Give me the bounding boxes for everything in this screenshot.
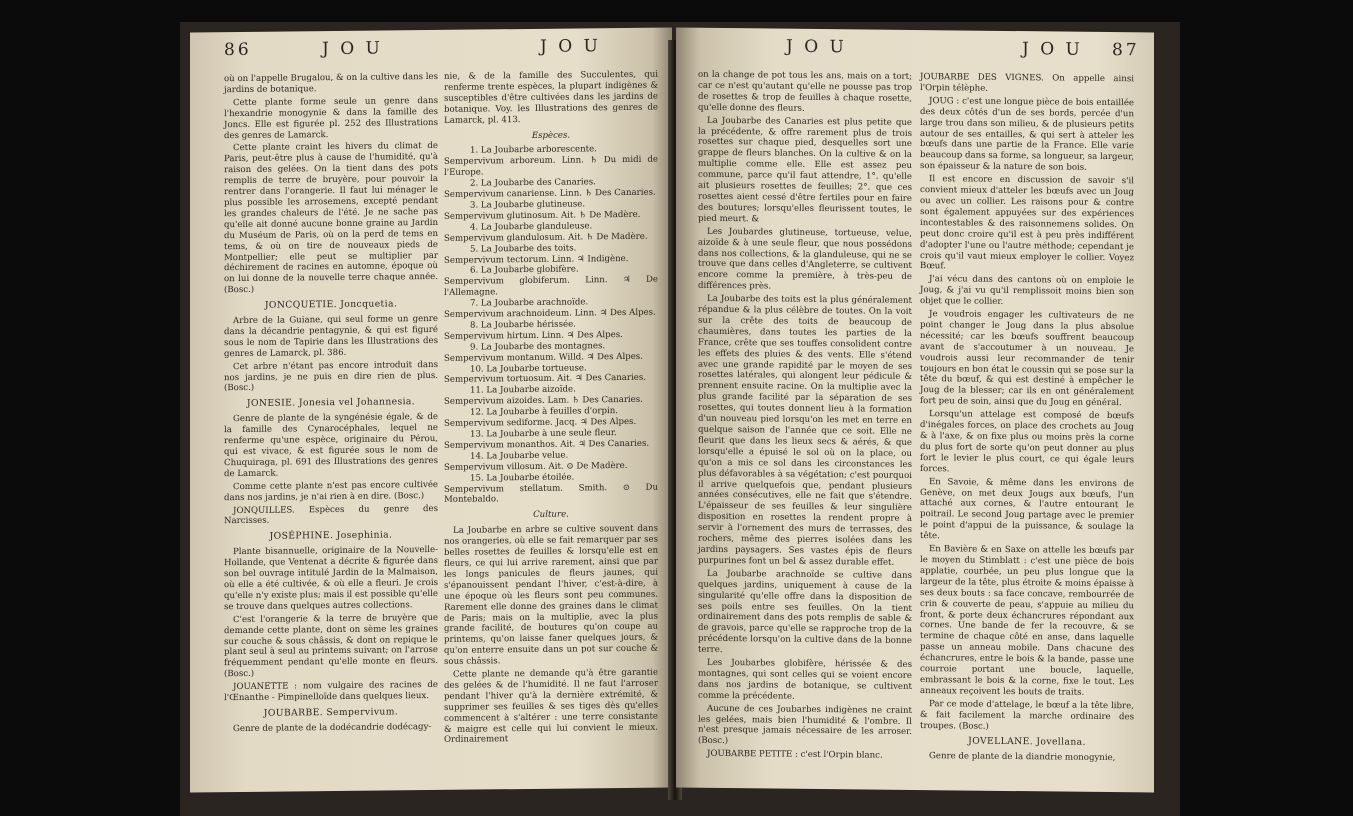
- right-page: [676, 27, 1154, 792]
- paragraph: Lorsqu'un attelage est composé de bœufs d'inégales forces, on place des crochets au Joug & à l'axe, & on fixe plus ou moins près la corne du plus fort de sorte qu'on peut donner au plus fort le levier le plus court, ce qui égale leurs forces.: [920, 409, 1134, 475]
- paragraph: Par ce mode d'attelage, le bœuf a la tête libre, & fait facilement la marche ordinaire des troupes. (Bosc.): [920, 698, 1134, 732]
- paragraph: on la change de pot tous les ans, mais on a tort; car ce n'est qu'autant qu'elle ne pousse pas trop de rosettes & trop de feuilles à chaque rosette, qu'elle donne des fleurs.: [698, 69, 912, 114]
- paragraph: Aucune de ces Joubarbes indigènes ne craint les gelées, mais bien l'humidité & l'ombre. Il n'est presque jamais nécessaire de les arroser. (Bosc.): [698, 703, 912, 747]
- species-latin: Sempervivum monanthos. Ait. ♃ Des Canaries.: [444, 438, 650, 451]
- species-latin: Sempervivum arboreum. Linn. ♄ Du midi de l'Europe.: [444, 154, 658, 179]
- species-name: 8. La Joubarbe hérissée.: [470, 319, 576, 331]
- species-latin: Sempervivum montanum. Willd. ♃ Des Alpes.: [444, 351, 643, 364]
- paragraph: Comme cette plante n'est pas encore cultivée dans nos jardins, je n'ai rien à en dire. (Bosc.): [224, 479, 438, 503]
- paragraph: Plante bisannuelle, originaire de la Nouvelle-Hollande, que Ventenat a décrite & figurée dans son bel ouvrage intitulé Jardin de la Malmaison, où elle a été cultivée, & où elle a fleuri. Je crois qu'elle n'y existe plus; mais il est possible qu'elle se trouve dans quelques autres collections.: [224, 545, 438, 612]
- page-number-left: 86: [224, 39, 252, 61]
- paragraph: JOUG : c'est une longue pièce de bois entaillée des deux côtés d'un de ses bords, percée d'un large trou dans son milieu, & de plusieurs petits autour de ses entailles, & qui sert à atteler les bœufs dans une partie de la France. Elle varie beaucoup dans sa forme, sa longueur, sa largeur, son épaisseur & la nature de son bois.: [920, 95, 1134, 174]
- species-latin: Sempervivum aizoides. Lam. ♄ Des Canaries.: [444, 395, 643, 408]
- species-name: 14. La Joubarbe velue.: [470, 450, 569, 462]
- entry-heading: JONESIE. Jonesia vel Johannesia.: [246, 396, 416, 410]
- species-latin: Sempervivum glutinosum. Ait. ♄ De Madère.: [444, 209, 641, 222]
- paragraph: La Joubarbe des toits est la plus généralement répandue & la plus célèbre de toutes. On la voit sur la crête des toits de beaucoup de chaumières, dans toutes les parties de la France, crête que ses touffes consolident contre les effets des pluies & des vents. Elle s'étend avec une grande rapidité par le moyen de ses rosettes latérales, qui alongent leur pédicule & prennent ensuite racine. On la multiplie avec la plus grande facilité par la séparation de ses rosettes, qui toutes donnent lieu à la formation d'un nouveau pied lorsqu'on les met en terre en quelque saison de l'année que ce soit. Elle ne fleurit que dans les lieux secs & aérés, & que lorsqu'elle a épuisé le sol où on la place, ou qu'on a mis ce sol dans les circonstances les plus défavorables à sa végétation; c'est pourquoi il arrive quelquefois que, pendant plusieurs années consécutives, elle ne fait que s'étendre. L'épaisseur de ses feuilles & leur singulière disposition en rosettes la rendent propre à servir à l'ornement des murs de terrasses, des rochers, même des pierres isolées dans les jardins paysagers. Ses vastes épis de fleurs purpurines font un bel & assez durable effet.: [698, 293, 912, 568]
- species-name: 6. La Joubarbe globifère.: [470, 264, 579, 276]
- paragraph: Genre de plante de la syngénésie égale, & de la famille des Cynarocéphales, lequel ne renferme qu'une espèce, originaire du Pérou, qui est vivace, & est figurée sous le nom de Chuquiraga, pl. 691 des Illustrations des genres de Lamarck.: [224, 412, 438, 479]
- species-latin: Sempervivum stellatum. Smith. ⊙ Du Montebaldo.: [444, 482, 658, 506]
- species-latin: Sempervivum canariense. Linn. ♄ Des Canaries.: [444, 187, 656, 200]
- species-latin: Sempervivum tortuosum. Ait. ♃ Des Canaries.: [444, 373, 647, 386]
- left-page-column-1: [224, 72, 438, 737]
- paragraph: Cette plante craint les hivers du climat de Paris, peut-être plus à cause de l'humidité, qu'à raison des gelées. On la tient dans des pots remplis de terre de bruyère, pour pouvoir la rentrer dans l'orangerie. Il faut lui ménager le plus possible les arrosemens, excepté pendant les grandes chaleurs de l'été. Je ne sache pas qu'elle ait donné aucune bonne graine au Jardin du Muséum de Paris, où on la perd de tems en tems, & où on tire de nouveaux pieds de Montpellier; elle peut se multiplier par déchirement de racines en automne, époque où on lui donne de la nouvelle terre chaque année. (Bosc.): [224, 141, 438, 296]
- paragraph: JOUBARBE PETITE : c'est l'Orpin blanc.: [707, 749, 883, 761]
- paragraph: JOUBARBE DES VIGNES. On appelle ainsi l'Orpin télèphe.: [920, 72, 1134, 94]
- entry-heading: JOUBARBE. Sempervivum.: [263, 706, 399, 719]
- paragraph: La Joubarbe en arbre se cultive souvent dans nos orangeries, où elle se fait remarquer par ses belles rosettes de feuilles & lorsqu'elle est en fleurs, ce qui lui arrive rarement, ainsi que par les longs panicules de fleurs jaunes, qui s'épanouissent pendant l'hiver, c'est-à-dire, à une époque où les fleurs sont peu communes. Rarement elle donne des graines dans le climat de Paris; mais on la multiplie, avec la plus grande facilité, de boutures qu'on coupe au printems, qu'on laisse faner quelques jours, & qu'on enterre ensuite dans un pot sur couche & sous châssis.: [444, 523, 658, 667]
- paragraph: JONQUILLES. Espèces du genre des Narcisses.: [224, 503, 438, 527]
- species-latin: Sempervivum tectorum. Linn. ♃ Indigène.: [444, 253, 629, 266]
- paragraph: Genre de plante de la dodécandrie dodécagy-: [233, 721, 432, 734]
- paragraph: où on l'appelle Brugalou, & on la cultive dans les jardins de botanique.: [224, 71, 438, 96]
- paragraph: En Bavière & en Saxe on attelle les bœufs par le moyen du Stimblatt : c'est une pièce de bois applatie, courbée, un peu plus longue que la largeur de la tête, plus étroite & moins épaisse à ses deux bouts : sa face concave, rembourrée de crin & couverte de peau, s'appuie au milieu du front, & porte deux échancrures répondant aux cornes. Une bande de fer la recouvre, & se termine de chaque côté en anse, dans laquelle passe un anneau mobile. Dans chacune des échancrures, entre le bois & la bande, passe une courroie portant une boucle, laquelle, embrassant le bois & la corne, fixe le tout. Les anneaux reçoivent les bouts de traits.: [920, 544, 1134, 698]
- paragraph: Je voudrois engager les cultivateurs de ne point changer le Joug dans la plus absolue nécessité; car les bœufs souffrent beaucoup avant de s'accoutumer à un nouveau. Je voudrois aussi leur recommander de tenir toujours en bon état le coussin qui se pose sur la tête du bœuf, & qui est destiné à empêcher le Joug de la blesser; car ils en ont généralement fort peu de soin, ainsi que du Joug en général.: [920, 309, 1134, 409]
- right-page-column-2: [920, 72, 1134, 767]
- species-name: 12. La Joubarbe à feuilles d'orpin.: [470, 406, 618, 418]
- species-name: 11. La Joubarbe aizoïde.: [470, 384, 576, 396]
- species-name: 13. La Joubarbe à une seule fleur.: [470, 428, 617, 440]
- species-latin: Sempervivum villosum. Ait. ⊙ De Madère.: [444, 460, 628, 473]
- paragraph: La Joubarbe arachnoïde se cultive dans quelques jardins, uniquement à cause de la singularité qu'elle offre dans la disposition de ses poils entre ses feuilles. On la tient ordinairement dans des pots remplis de sable & de gravois, parce qu'elle se rapproche trop de la précédente lorsqu'on la cultive dans de la bonne terre.: [698, 568, 912, 656]
- species-name: 7. La Joubarbe arachnoïde.: [470, 297, 589, 309]
- species-latin: Sempervivum hirtum. Linn. ♃ Des Alpes.: [444, 329, 623, 342]
- running-head-right-b: J O U: [1022, 39, 1083, 60]
- paragraph: J'ai vécu dans des cantons où on emploie le Joug, & j'ai vu qu'il remplissoit moins bien son objet que le collier.: [920, 274, 1134, 308]
- right-page-header: [676, 35, 1154, 66]
- running-head-left-b: J O U: [540, 36, 601, 57]
- entry-heading: JOVELLANE. Jovellana.: [968, 736, 1086, 749]
- species-name: 4. La Joubarbe glanduleuse.: [470, 221, 593, 233]
- species-name: 2. La Joubarbe des Canaries.: [470, 177, 596, 189]
- entry-heading: JONCQUETIE. Joncquetia.: [264, 298, 398, 311]
- species-latin: Sempervivum globiferum. Linn. ♃ De l'Allemagne.: [444, 274, 658, 299]
- paragraph: Cette plante ne demande qu'à être garantie des gelées & de l'humidité. Il ne faut l'arroser pendant l'hiver qu'à la dernière extrémité, & supprimer ses feuilles & ses tiges dès qu'elles commencent à s'altérer : une terre consistante & maigre est celle qui lui convient le mieux. Ordinairement: [444, 667, 658, 746]
- paragraph: Les Joubarbes globifère, hérissée & des montagnes, qui sont celles qui se voient encore dans nos jardins de botanique, se cultivent comme la précédente.: [698, 657, 912, 702]
- entry-heading: JOSÉPHINE. Josephinia.: [269, 529, 393, 543]
- species-name: 9. La Joubarbe des montagnes.: [470, 340, 606, 353]
- paragraph: Les Joubardes glutineuse, tortueuse, velue, aizoïde & à une seule fleur, que nous possédons dans nos collections, & la glanduleuse, qui ne se trouve que dans celles d'Angleterre, se cultivent encore comme la première, à très-peu de différences près.: [698, 226, 912, 292]
- paragraph: Il est encore en discussion de savoir s'il convient mieux d'atteler les bœufs avec un Joug ou avec un collier. Les raisons pour & contre sont également appuyées sur des expériences incontestables & des raisonnemens solides. On peut donc croire qu'il est à peu près indifférent d'adopter l'une ou l'autre méthode; cependant je crois qu'il vaut mieux employer le collier. Voyez Bœuf.: [920, 174, 1134, 272]
- section-heading: Culture.: [533, 509, 569, 521]
- paragraph: La Joubarbe des Canaries est plus petite que la précédente, & offre rarement plus de trois rosettes sur chaque pied, desquelles sort une grappe de fleurs blanches. On la cultive & on la multiplie comme elle. Elle est assez peu commune, parce qu'il faut attendre, 1°. qu'elle ait plusieurs rosettes de feuilles; 2°. que ces rosettes aient cessé d'être fertiles pour en faire des boutures; lorsqu'elles fleurissent toutes, le pied meurt. &: [698, 115, 912, 225]
- paragraph: Genre de plante de la diandrie monogynie,: [929, 751, 1116, 764]
- left-page: [190, 27, 672, 792]
- paragraph: Cette plante forme seule un genre dans l'hexandrie monogynie & dans la famille des Joncs. Elle est figurée pl. 252 des Illustrations des genres de Lamarck.: [224, 95, 438, 141]
- species-latin: Sempervivum glandulosum. Ait. ♄ De Madère.: [444, 231, 648, 244]
- paragraph: En Savoie, & même dans les environs de Genève, on met deux Jougs aux bœufs, l'un attaché aux cornes, & l'autre entourant le poitrail. Le second Joug partage avec le premier le point d'appui de la puissance, & soulage la tête.: [920, 476, 1134, 542]
- running-head-left-a: J O U: [322, 38, 383, 60]
- species-name: 3. La Joubarbe glutineuse.: [470, 199, 586, 211]
- running-head-right-a: J O U: [786, 36, 847, 58]
- paragraph: Cet arbre n'étant pas encore introduit dans nos jardins, je ne puis en dire rien de plus. (Bosc.): [224, 359, 438, 394]
- species-name: 10. La Joubarbe tortueuse.: [470, 362, 587, 375]
- species-latin: Sempervivum arachnoideum. Linn. ♃ Des Alpes.: [444, 307, 656, 320]
- right-page-column-1: [698, 70, 912, 764]
- paragraph: JOUANETTE : nom vulgaire des racines de l'Œnanthe - Pimpinelloïde dans quelques lieux.: [224, 680, 438, 704]
- page-number-right: 87: [1112, 40, 1140, 61]
- species-list: [444, 144, 658, 506]
- species-latin: Sempervivum sediforme. Jacq. ♃ Des Alpes.: [444, 416, 637, 429]
- species-name: 5. La Joubarbe des toits.: [470, 243, 577, 255]
- section-heading: Espèces.: [531, 130, 571, 141]
- left-page-header: [190, 35, 672, 66]
- species-name: 15. La Joubarbe étoilée.: [470, 472, 575, 484]
- paragraph: C'est l'orangerie & la terre de bruyère que demande cette plante, dont on sème les graines sur couche & sous châssis, & dont on repique le plant seul à seul au printems suivant; on l'arrose fréquemment pendant qu'elle monte en fleurs. (Bosc.): [224, 612, 438, 680]
- paragraph: Arbre de la Guiane, qui seul forme un genre dans la décandrie pentagynie, & qui est figuré sous le nom de Tapirie dans les Illustrations des genres de Lamarck, pl. 386.: [224, 313, 438, 359]
- left-page-column-2: [444, 70, 658, 749]
- paragraph: nie, & de la famille des Succulentes, qui renferme trente espèces, la plupart indigènes & susceptibles d'être cultivées dans les jardins de botanique. Voy. les Illustrations des genres de Lamarck, pl. 413.: [444, 69, 658, 126]
- species-name: 1. La Joubarbe arborescente.: [470, 144, 597, 157]
